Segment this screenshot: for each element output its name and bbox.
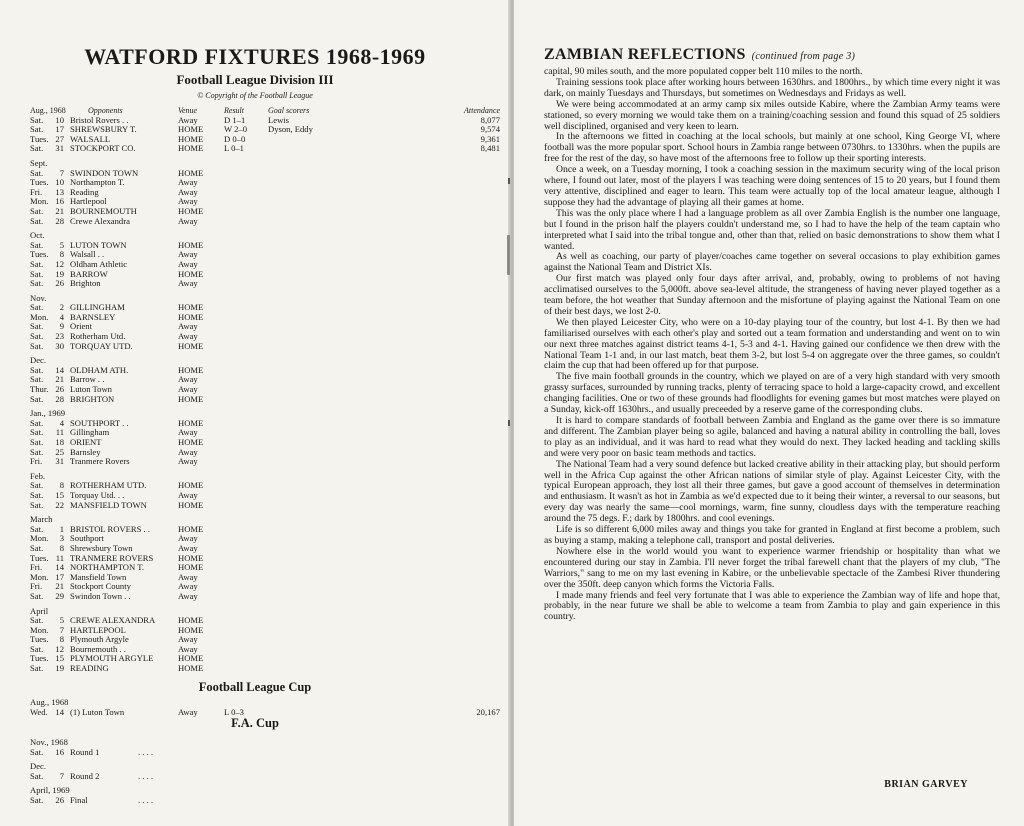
fixture-venue: HOME [178, 417, 204, 428]
month-heading: Dec. [30, 355, 46, 366]
fixture-day: Tues. [30, 634, 49, 645]
fixture-day: Mon. [30, 311, 49, 322]
fixture-day: Sat. [30, 143, 44, 154]
header-attendance: Attendance [464, 106, 500, 115]
fixture-opponent: BRIGHTON [70, 393, 115, 404]
copyright-note: © Copyright of the Football League [197, 91, 313, 100]
fixture-day: Tues. [30, 552, 49, 563]
fixture-venue: Away [178, 215, 198, 226]
fixture-day: Sat. [30, 480, 44, 491]
fixture-venue: HOME [178, 653, 204, 664]
fixture-day: Sat. [30, 499, 44, 510]
fixture-date: 17 [55, 124, 64, 135]
month-heading: Aug., 1968 [30, 697, 69, 707]
fixture-day: Sat. [30, 393, 44, 404]
fixture-venue: Away [178, 542, 198, 553]
month-heading: Oct. [30, 230, 45, 241]
fixture-scorers: Dyson, Eddy [268, 124, 313, 135]
fixture-day: Sat. [30, 746, 44, 757]
fixture-venue: Away [178, 177, 198, 188]
fixture-opponent: Final [70, 794, 88, 805]
article-paragraph: Our first match was played only four days after arrival, and, probably, owing to problems of not having acclimatised ourselves to the 5,000ft. above sea-level altitude, the strangeness of having never played together as a team before, the hot weather that Sunday afternoon and the misfortune of playing against the National Team on one of their best days, we lost 2-0. [544, 273, 1000, 317]
fixture-day: Sat. [30, 590, 44, 601]
fixture-day: Mon. [30, 571, 49, 582]
header-result: Result [224, 106, 244, 115]
fixture-venue: Away [178, 249, 198, 260]
fixture-date: 1 [59, 523, 64, 534]
fixture-opponent: GILLINGHAM [70, 302, 125, 313]
fixture-day: Sat. [30, 258, 44, 269]
fixture-row [30, 217, 500, 227]
fixture-venue: HOME [178, 562, 204, 573]
fixture-date: 5 [59, 239, 64, 250]
fixture-row [30, 664, 500, 674]
fixture-opponent: SOUTHPORT . . [70, 417, 129, 428]
fixture-opponent: PLYMOUTH ARGYLE [70, 653, 154, 664]
fixture-opponent: Plymouth Argyle [70, 634, 129, 645]
leader-dots: . . . . [138, 746, 154, 757]
leader-dots: . . . . [138, 770, 154, 781]
fixture-venue: HOME [178, 167, 204, 178]
fixture-venue: Away [178, 456, 198, 467]
fixture-result: L 0–1 [224, 143, 244, 154]
fixture-venue: HOME [178, 143, 204, 154]
fixture-date: 15 [55, 489, 64, 500]
fixture-row [30, 748, 500, 758]
fixture-attendance: 9,574 [480, 124, 500, 135]
fixture-result: L 0–3 [224, 706, 244, 717]
fixture-day: Fri. [30, 581, 43, 592]
article-paragraph: Training sessions took place after working hours between 1630hrs. and 1800hrs., by which time every night it was dark, on mainly Tuesdays and Thursdays, but sometimes on Wednesdays and Fridays as well. [544, 76, 1000, 99]
fixture-result: W 2–0 [224, 124, 247, 135]
fixture-date: 8 [59, 542, 64, 553]
fixture-date: 29 [55, 590, 64, 601]
month-heading: Jan., 1969 [30, 408, 66, 419]
header-scorers: Goal scorers [268, 106, 310, 115]
fixture-day: Sat. [30, 523, 44, 534]
fixture-date: 18 [55, 437, 64, 447]
fixture-date: 8 [59, 634, 64, 645]
fixture-venue: HOME [178, 480, 204, 491]
fixture-venue: Away [178, 533, 198, 544]
fixture-day: Fri. [30, 456, 43, 467]
fixture-opponent: Round 2 [70, 770, 100, 781]
fixture-date: 7 [59, 770, 64, 781]
fixture-row [30, 313, 500, 323]
fixture-opponent: CREWE ALEXANDRA [70, 615, 156, 626]
fixture-venue: HOME [178, 239, 204, 250]
fixture-attendance: 8,481 [480, 143, 500, 154]
fixture-opponent: MANSFIELD TOWN [70, 499, 147, 510]
fixture-venue: HOME [178, 205, 204, 216]
fixture-date: 21 [55, 374, 64, 385]
fixture-date: 17 [55, 571, 64, 582]
fixture-day: Tues. [30, 653, 49, 664]
fixture-opponent: Round 1 [70, 746, 100, 757]
fixture-scorers: Lewis [268, 114, 290, 125]
fixture-venue: Away [178, 643, 198, 654]
fixture-venue: Away [178, 706, 198, 717]
fixture-venue: Away [178, 571, 198, 582]
fixture-day: Sat. [30, 489, 44, 500]
fixture-venue: HOME [178, 499, 204, 510]
article-paragraph: As well as coaching, our party of player/coaches came together on several occasions to play exhibition games against the National Team and District XIs. [544, 251, 1000, 274]
fixture-opponent: LUTON TOWN [70, 239, 127, 250]
fixture-venue: Away [178, 331, 198, 342]
fixture-venue: Away [178, 186, 198, 197]
fixture-date: 13 [55, 186, 64, 197]
fixture-date: 30 [55, 340, 64, 351]
fixture-day: Mon. [30, 196, 49, 207]
author-signature: BRIAN GARVEY [884, 779, 968, 790]
fixture-venue: HOME [178, 364, 204, 375]
gutter-mark [508, 178, 510, 184]
fixture-opponent: Oldham Athletic [70, 258, 128, 269]
fixture-venue: HOME [178, 663, 204, 674]
fixture-day: Sat. [30, 446, 44, 457]
fixture-date: 8 [59, 480, 64, 491]
fixture-venue: HOME [178, 393, 204, 404]
fixture-opponent: TRANMERE ROVERS [70, 552, 154, 563]
fixture-opponent: Swindon Town . . [70, 590, 131, 601]
gutter-mark [508, 420, 510, 426]
fixture-row [30, 395, 500, 405]
fixture-venue: Away [178, 384, 198, 395]
fixture-venue: Away [178, 590, 198, 601]
fixture-date: 28 [55, 393, 64, 404]
fixture-row [30, 342, 500, 352]
article-paragraph: In the afternoons we fitted in coaching at the local schools, but mainly at one school, King George VI, where football was the more popular sport. School hours in Zambia range between 0730hrs. to 1330hrs. when the pupils are free for the rest of the day, so have most of the afternoons free to follow up their sporting interests. [544, 131, 1000, 165]
fixture-date: 25 [55, 446, 64, 457]
fixture-venue: Away [178, 114, 198, 125]
fixture-date: 8 [59, 249, 64, 260]
fixture-venue: HOME [178, 615, 204, 626]
fixture-date: 11 [55, 552, 64, 563]
fixture-opponent: Rotherham Utd. [70, 331, 126, 342]
fixture-date: 21 [55, 581, 64, 592]
fixture-date: 12 [55, 643, 64, 654]
fixture-opponent: Southport [70, 533, 104, 544]
fixture-opponent: Shrewsbury Town [70, 542, 133, 553]
fixture-row [30, 279, 500, 289]
fixture-opponent: HARTLEPOOL [70, 624, 126, 635]
league-cup-heading: Football League Cup [198, 680, 312, 694]
fixture-venue: HOME [178, 624, 204, 635]
fixture-opponent: ROTHERHAM UTD. [70, 480, 147, 491]
fixture-opponent: Barnsley [70, 446, 101, 457]
fixture-date: 31 [55, 456, 64, 467]
continued-note: (continued from page 3) [751, 51, 856, 62]
fixture-day: Sat. [30, 331, 44, 342]
header-venue: Venue [178, 106, 198, 115]
fixture-date: 26 [55, 384, 64, 395]
fixture-opponent: READING [70, 663, 109, 674]
article-paragraph: Once a week, on a Tuesday morning, I took a coaching session in the maximum security wing of the local prison where, I found out later, most of the players I was teaching were doing sentences of 15 to 20 years, but I found them very attentive, disciplined and eager to learn. This team were actually top of the local amateur league, although I suppose they had the advantage of playing all their games at home. [544, 164, 1000, 208]
fixture-date: 15 [55, 653, 64, 664]
fixture-venue: Away [178, 258, 198, 269]
fixture-venue: HOME [178, 302, 204, 313]
fixture-opponent: (1) Luton Town [70, 706, 125, 717]
fixture-date: 14 [55, 364, 64, 375]
fixture-opponent: Gillingham [70, 427, 110, 438]
fixture-day: Wed. [30, 706, 48, 717]
fixture-day: Mon. [30, 533, 49, 544]
fixture-venue: Away [178, 196, 198, 207]
fixture-day: Tues. [30, 133, 49, 144]
month-heading: April, 1969 [30, 785, 70, 796]
fixture-date: 10 [55, 114, 64, 125]
fixture-venue: Away [178, 427, 198, 438]
month-heading: March [30, 514, 53, 525]
fixture-day: Sat. [30, 417, 44, 428]
leader-dots: . . . . [138, 794, 154, 805]
fixture-date: 27 [55, 133, 64, 144]
fixture-opponent: Northampton T. [70, 177, 125, 188]
fixture-venue: Away [178, 489, 198, 500]
fixture-day: Sat. [30, 770, 44, 781]
fixture-venue: HOME [178, 340, 204, 351]
fixture-venue: HOME [178, 124, 204, 135]
fixture-opponent: Hartlepool [70, 196, 107, 207]
fixture-day: Fri. [30, 562, 43, 573]
article-paragraph: The five main football grounds in the country, which we played on are of a very high standard with very smooth grassy surfaces, surrounded by running tracks, plenty of terracing space to hold a large-capacity crowd, and excellent changing facilities. One or two of these grounds had floodlights for evening games but most matches were played on a Sunday, kick-off 1630hrs., and usually preceeded by a reserve game of the corresponding clubs. [544, 371, 1000, 416]
fixtures-page [0, 0, 510, 826]
fixture-opponent: Tranmere Rovers [70, 456, 130, 467]
fixture-result: D 1–1 [224, 114, 246, 125]
fixture-day: Sat. [30, 437, 44, 447]
fixture-day: Sat. [30, 215, 44, 226]
fixture-opponent: Barrow . . [70, 374, 105, 385]
fixture-day: Sat. [30, 302, 44, 313]
article-paragraph: We were being accommodated at an army camp six miles outside Kabire, where the Zambian Army teams were stationed, so every morning we would take them on a training/coaching session and found this squad of 25 soldiers well disciplined, organised and very keen to learn. [544, 98, 1000, 132]
fixture-day: Sat. [30, 124, 44, 135]
fixture-venue: HOME [178, 133, 204, 144]
fixture-opponent: Luton Town [70, 384, 112, 395]
article-paragraph: We then played Leicester City, who were on a 10-day playing tour of the country, but lost 4-1. By then we had familiarised ourselves with each other's play and sorted out a team formation and understanding and went on to win our next three matches against district teams 4-1, 5-3 and 4-1. Having gained our confidence we then drew with the National Team 1-1 and, in our last match, beat them 3-2, but lost 5-4 on aggregate over the three games, so couldn't claim the cup that had been offered up for that purpose. [544, 316, 1000, 372]
fixture-opponent: BARNSLEY [70, 311, 116, 322]
fa-cup-heading: F.A. Cup [231, 716, 279, 730]
fixture-day: Tues. [30, 177, 49, 188]
fixture-day: Sat. [30, 239, 44, 250]
fixture-date: 14 [55, 706, 64, 717]
fixture-date: 7 [59, 167, 64, 178]
fixture-venue: Away [178, 278, 198, 289]
fixture-venue: Away [178, 581, 198, 592]
fixture-date: 2 [59, 302, 64, 313]
fixture-day: Sat. [30, 340, 44, 351]
month-heading: Nov., 1968 [30, 737, 68, 747]
fixture-date: 22 [55, 499, 64, 510]
fixture-venue: HOME [178, 552, 204, 563]
fixture-opponent: OLDHAM ATH. [70, 364, 129, 375]
fixture-date: 16 [55, 746, 64, 757]
fixture-date: 9 [59, 321, 64, 332]
fixture-row [30, 501, 500, 511]
fixture-opponent: Crewe Alexandra [70, 215, 130, 226]
fixture-day: Sat. [30, 374, 44, 385]
fixture-date: 5 [59, 615, 64, 626]
fixture-day: Tues. [30, 249, 49, 260]
fixture-date: 19 [55, 268, 64, 279]
article-paragraph: Nowhere else in the world would you want to experience warmer friendship or hospitality than what we encountered during our stay in Zambia. I'll never forget the tribal farewell chant that the players of my club, "The Warriors," sang to me on my last evening in Kabire, or the unbelievable spectacle of the Zambesi River thundering over the 350ft. deep canyon which forms the Victoria Falls. [544, 545, 1000, 590]
article-body [544, 67, 1000, 623]
fixture-venue: HOME [178, 311, 204, 322]
article-paragraph: Life is so different 6,000 miles away and things you take for granted in England at first become a problem, such as buying a stamp, making a telephone call, transport and postal deliveries. [544, 524, 1000, 546]
fixture-date: 26 [55, 794, 64, 805]
fixture-row [30, 796, 500, 806]
fixture-day: Sat. [30, 364, 44, 375]
fixture-day: Sat. [30, 268, 44, 279]
fixture-date: 26 [55, 278, 64, 289]
fixture-opponent: ORIENT [70, 437, 102, 447]
fixture-opponent: NORTHAMPTON T. [70, 562, 144, 573]
fixture-date: 28 [55, 215, 64, 226]
fixture-day: Sat. [30, 167, 44, 178]
month-heading: Dec. [30, 761, 46, 772]
fixture-date: 31 [55, 143, 64, 154]
fixture-date: 7 [59, 624, 64, 635]
league-fixtures-table [30, 106, 500, 674]
fixture-opponent: Brighton [70, 278, 101, 289]
fixtures-title: WATFORD FIXTURES 1968-1969 [84, 44, 426, 69]
fixture-day: Sat. [30, 278, 44, 289]
month-heading: Nov. [30, 292, 47, 303]
fixture-attendance: 8,077 [480, 114, 500, 125]
fixture-day: Sat. [30, 794, 44, 805]
fixture-opponent: Torquay Utd. . . [70, 489, 125, 500]
fixture-row [30, 178, 500, 188]
fixture-opponent: Mansfield Town [70, 571, 127, 582]
fixture-venue: Away [178, 446, 198, 457]
month-heading: Feb. [30, 470, 46, 481]
fixture-attendance: 20,167 [476, 706, 500, 717]
fixture-date: 4 [59, 311, 64, 322]
fixture-row [30, 144, 500, 154]
fixture-day: Thur. [30, 384, 49, 395]
header-opponents: Opponents [88, 106, 123, 115]
fixture-opponent: WALSALL [70, 133, 111, 144]
fixture-row [30, 457, 500, 467]
fa-cup-table [30, 738, 500, 806]
fixture-opponent: Bristol Rovers . . [70, 114, 129, 125]
fixture-opponent: STOCKPORT CO. [70, 143, 136, 154]
fixture-day: Mon. [30, 624, 49, 635]
fixture-date: 16 [55, 196, 64, 207]
fixture-opponent: BOURNEMOUTH [70, 205, 137, 216]
fixture-day: Sat. [30, 643, 44, 654]
fixture-venue: Away [178, 374, 198, 385]
fixture-opponent: Reading [70, 186, 99, 197]
fixture-day: Sat. [30, 114, 44, 125]
fixture-opponent: Bournemouth . . [70, 643, 126, 654]
fixture-opponent: SHREWSBURY T. [70, 124, 137, 135]
fixture-result: D 0–0 [224, 133, 246, 144]
fixture-row [30, 772, 500, 782]
article-paragraph: I made many friends and feel very fortunate that I was able to experience the Zambian way of life and hope that, probably, in the near future we shall be able to welcome a team from Zambia to play and gain experience in this country. [544, 589, 1000, 623]
fixture-row [30, 592, 500, 602]
article-paragraph: It is hard to compare standards of football between Zambia and England as the game over there is so immature and different. The Zambian player being so agile, balanced and having a natural ability in controlling the ball, loves to play as an individual, and it was hard to read what they would do next. They lacked heading and tackling skills and were very poor on basic team methods and tactics. [544, 415, 1000, 459]
fixture-opponent: SWINDON TOWN [70, 167, 139, 178]
fixture-opponent: Walsall . . [70, 249, 105, 260]
fixture-day: Sat. [30, 427, 44, 438]
league-cup-table [30, 698, 500, 717]
fixture-opponent: BARROW [70, 268, 108, 279]
fixture-date: 11 [55, 427, 64, 438]
month-heading: Aug., 1968 [30, 106, 66, 115]
fixture-day: Sat. [30, 663, 44, 674]
division-subtitle: Football League Division III [176, 72, 334, 87]
fixture-venue: HOME [178, 523, 204, 534]
fixture-opponent: BRISTOL ROVERS . . [70, 523, 150, 534]
fixture-opponent: Orient [70, 321, 92, 332]
article-paragraph: This was the only place where I had a language problem as all over Zambia English is the number one language, but I found in the prison half the players couldn't understand me, so I had to have the help of the team captain who interpreted what I said into the tribal tongue and, other than that, relied on basic demonstrations to show them what I wanted. [544, 207, 1000, 252]
fixture-venue: Away [178, 634, 198, 645]
fixture-venue: HOME [178, 268, 204, 279]
month-heading: April [30, 605, 49, 616]
fixture-date: 21 [55, 205, 64, 216]
fixture-day: Sat. [30, 205, 44, 216]
month-heading: Sept. [30, 157, 48, 168]
fixture-date: 19 [55, 663, 64, 674]
fixture-opponent: TORQUAY UTD. [70, 340, 133, 351]
fixture-day: Sat. [30, 542, 44, 553]
staple [507, 235, 510, 275]
fixture-venue: HOME [178, 437, 204, 447]
fixture-day: Fri. [30, 186, 43, 197]
article-page [514, 0, 1024, 826]
article-paragraph: The National Team had a very sound defence but lacked creative ability in their attacking play, but should perform well in the Africa Cup against the other African nations of similar style of play. Against Leicester City, with the typical European approach, they lost all their three games, but gave a good account of themselves in determination and enthusiasm. It wasn't as hot in Zambia as we'd expected due to it being their winter, a reversal to our seasons, but every day was nearly the same—cool mornings, warm, fine sunny, cloudless days with the temperature reaching around the 75 degs. F.; dark by 1800hrs. and cool evenings. [544, 458, 1000, 525]
fixture-date: 23 [55, 331, 64, 342]
fixture-date: 12 [55, 258, 64, 269]
fixture-venue: Away [178, 321, 198, 332]
fixture-attendance: 9,361 [480, 133, 500, 144]
fixture-day: Sat. [30, 615, 44, 626]
fixture-date: 14 [55, 562, 64, 573]
fixture-opponent: Stockport County [70, 581, 131, 592]
article-title-text: ZAMBIAN REFLECTIONS [544, 46, 746, 63]
fixture-day: Sat. [30, 321, 44, 332]
article-paragraph: capital, 90 miles south, and the more populated copper belt 110 miles to the north. [544, 66, 863, 77]
fixture-date: 3 [59, 533, 64, 544]
fixture-date: 4 [59, 417, 64, 428]
article-title [544, 46, 855, 64]
fixture-date: 10 [55, 177, 64, 188]
